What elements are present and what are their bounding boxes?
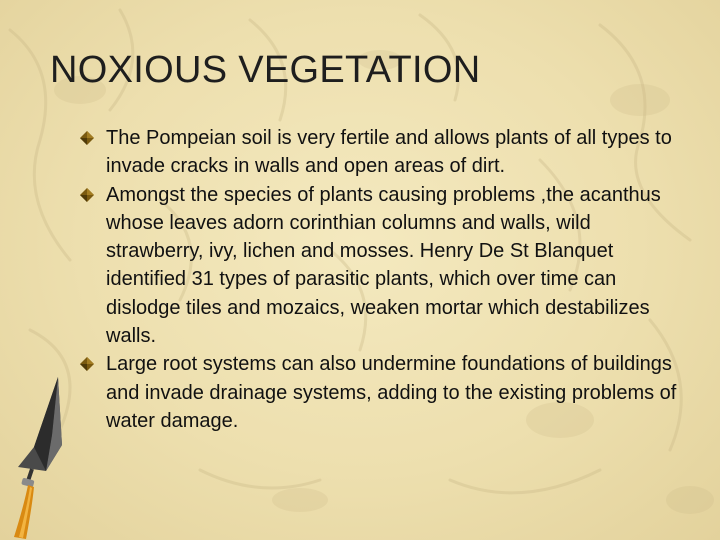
trowel-icon (0, 375, 80, 540)
bullet-text: The Pompeian soil is very fertile and allows plants of all types to invade cracks in walls and open areas of dirt. (106, 127, 672, 178)
diamond-bullet-icon (80, 357, 94, 371)
bullet-list (78, 124, 688, 435)
bullet-text: Large root systems can also undermine foundations of buildings and invade drainage systems, adding to the existing problems of water damage. (106, 353, 677, 432)
slide-title: NOXIOUS VEGETATION (50, 49, 481, 91)
bullet-item (78, 124, 688, 181)
bullet-item (78, 350, 688, 435)
diamond-bullet-icon (80, 188, 94, 202)
bullet-item (78, 181, 688, 351)
diamond-bullet-icon (80, 131, 94, 145)
bullet-text: Amongst the species of plants causing problems ,the acanthus whose leaves adorn corinthian columns and walls, wild strawberry, ivy, lichen and mosses. Henry De St Blanquet identified 31 types of parasitic plants, which over time can dislodge tiles and mozaics, weaken mortar which destabilizes walls. (106, 183, 661, 348)
